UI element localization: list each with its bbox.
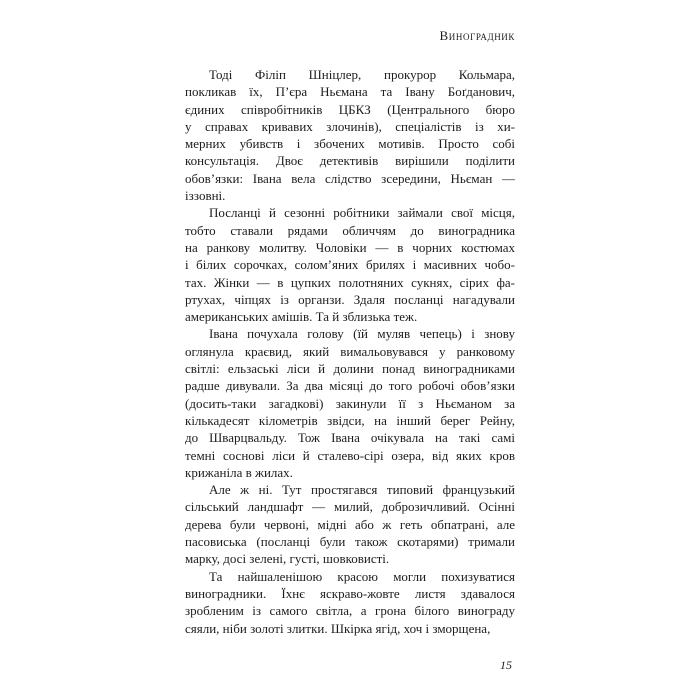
text-line: покликав їх, П’єра Ньємана та Івану Боґданович, [185,84,515,100]
text-line: Тоді Філіп Шніцлер, прокурор Кольмара, [209,67,515,82]
text-line: до Шварцвальду. Тож Івана очікувала на такі самі [185,430,515,446]
text-line: у справах кривавих злочинів), спеціалістів із хи- [185,118,515,134]
paragraph [185,568,515,637]
text-line: на ранкову молитву. Чоловіки — в чорних костюмах [185,239,515,255]
text-line: мерних убивств і збочених мотивів. Просто собі [185,136,515,152]
page-number: 15 [500,657,512,672]
text-line: Та найшаленішою красою могли похизуватися [209,568,515,584]
running-header-title: Виноградник [439,28,515,43]
text-line: радше дивували. За два місяці до того робочі обов’язки [185,378,515,394]
text-line: кількадесят кілометрів звідси, на інший берег Рейну, [185,412,515,428]
text-line: американських амішів. Та й зблизька теж. [185,309,418,325]
text-line: дерева були червоні, мідні або ж геть обпатрані, але [185,516,515,532]
text-line: іззовні. [185,188,226,204]
text-line: сяяли, ніби золоті злитки. Шкірка ягід, хоч і зморщена, [185,620,491,636]
text-line: сільський ландшафт — милий, доброзичливий. Осінні [185,499,515,515]
text-line: пасовиська (посланці були також скотарями) тримали [185,534,515,550]
text-line: зробленим із самого світла, а грона білого винограду [185,603,515,619]
page-body-text [185,66,515,637]
text-line: марку, досі зелені, густі, шовковисті. [185,551,390,567]
text-line: ртухах, чіпцях із органзи. Здаля посланці нагадували [185,291,515,307]
paragraph [185,204,515,325]
text-line: крижаніла в жилах. [185,464,293,480]
text-line: Івана почухала голову (їй муляв чепець) і знову [209,326,515,342]
text-line: і білих сорочках, солом’яних брилях і масивних чобо- [185,257,515,273]
paragraph [185,66,515,204]
text-line: єдиних співробітників ЦБКЗ (Центрального бюро [185,101,515,117]
text-line: консультація. Двоє детективів вирішили поділити [185,153,515,169]
text-line: Посланці й сезонні робітники займали свої місця, [209,205,515,221]
text-line: світлі: ельзаські ліси й долини понад виноградниками [185,361,515,377]
paragraph [185,325,515,481]
text-line: виноградники. Їхнє яскраво-жовте листя здавалося [185,585,515,601]
text-line: (досить-таки загадкові) закинули її з Ньєманом за [185,395,515,411]
text-line: темні соснові ліси й сталево-сірі озера, від яких кров [185,447,515,463]
text-line: тобто ставали рядами обличчям до виноградника [185,222,515,238]
text-line: оглянула краєвид, який вимальовувався у ранковому [185,343,515,359]
text-column [185,0,515,673]
paragraph [185,481,515,567]
text-line: обов’язки: Івана вела слідство зсередини, Ньєман — [185,170,515,186]
text-line: тах. Жінки — в цупких полотняних сукнях, сірих фа- [185,274,515,290]
text-line: Але ж ні. Тут простягався типовий французький [209,482,515,498]
